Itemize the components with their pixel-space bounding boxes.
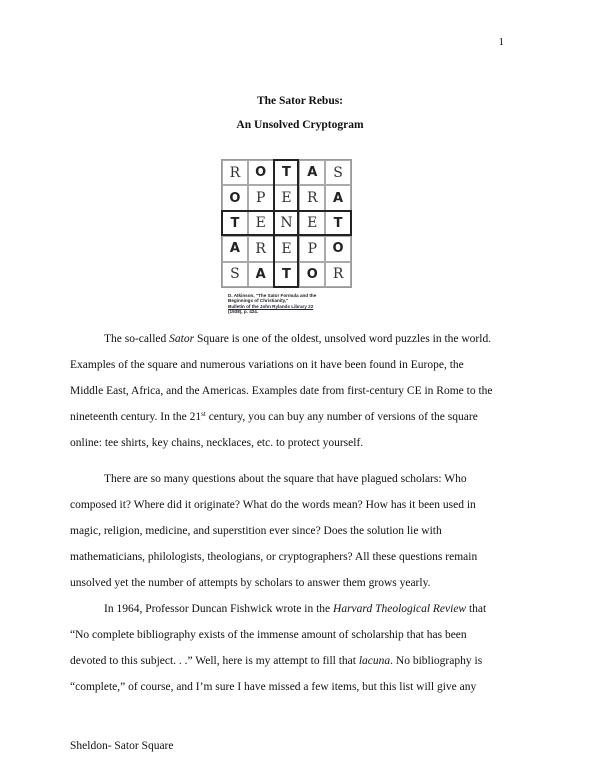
text-line: online: tee shirts, key chains, necklaces, etc. to protect yourself. — [70, 437, 364, 449]
square-cell: N — [274, 211, 300, 236]
text-line: magic, religion, medicine, and superstition ever since? Does the solution lie with — [70, 525, 442, 537]
text-run: Square is one of the oldest, unsolved word puzzles in the world. — [194, 333, 492, 345]
text-line: There are so many questions about the square that have plagued scholars: Who — [104, 473, 467, 485]
text-run: century, you can buy any number of versions of the square — [205, 411, 478, 423]
square-cell: O — [248, 160, 274, 185]
paragraph-2 — [70, 466, 530, 596]
square-cell: R — [299, 185, 325, 210]
text-line — [70, 648, 530, 674]
title-line-1: The Sator Rebus: — [256, 95, 344, 107]
square-cell: S — [222, 262, 248, 287]
caption-line: Bulletin of the John Rylands Library 22 — [228, 303, 314, 309]
square-cell: E — [274, 185, 300, 210]
text-line: unsolved yet the number of attempts by scholars to answer them grows yearly. — [70, 577, 431, 589]
square-cell: E — [274, 236, 300, 261]
page-number: 1 — [498, 36, 504, 48]
square-cell: E — [299, 211, 325, 236]
text-run: . No bibliography is — [390, 655, 483, 667]
square-cell: A — [222, 236, 248, 261]
sator-square-image — [221, 159, 352, 288]
square-cell: R — [248, 236, 274, 261]
square-cell: O — [325, 236, 351, 261]
page-footer: Sheldon- Sator Square — [70, 740, 174, 752]
superscript: st — [201, 410, 206, 418]
square-cell: A — [248, 262, 274, 287]
caption-line: (1938), p. 424. — [228, 309, 259, 315]
square-cell: P — [299, 236, 325, 261]
square-cell: T — [222, 211, 248, 236]
paragraph-3 — [70, 596, 530, 700]
text-line: composed it? Where did it originate? What do the words mean? How has it been used in — [70, 499, 476, 511]
title-line-2: An Unsolved Cryptogram — [236, 119, 364, 131]
text-run: In 1964, Professor Duncan Fishwick wrote in the — [104, 603, 334, 615]
text-run: devoted to this subject. . .” Well, here is my attempt to fill that — [70, 655, 359, 667]
text-line: mathematicians, philologists, theologians, or cryptographers? All these questions remain — [70, 551, 478, 563]
paragraph-1 — [70, 326, 530, 456]
text-line: “complete,” of course, and I’m sure I have missed a few items, but this list will give any — [70, 681, 477, 693]
square-cell: P — [248, 185, 274, 210]
square-cell: O — [222, 185, 248, 210]
square-cell: R — [325, 262, 351, 287]
square-cell: A — [299, 160, 325, 185]
text-run: The so-called — [104, 333, 170, 345]
text-run: nineteenth century. In the 21 — [70, 411, 202, 423]
square-cell: O — [299, 262, 325, 287]
square-cell: E — [248, 211, 274, 236]
caption-line: D. Atkinson, "The Sator Formula and the — [228, 293, 317, 298]
text-italic: Sator — [169, 333, 195, 345]
square-cell: T — [274, 160, 300, 185]
text-line: Middle East, Africa, and the Americas. Examples date from first-century CE in Rome to the — [70, 385, 493, 397]
text-italic: lacuna — [358, 655, 391, 667]
text-line — [70, 596, 530, 622]
square-cell: R — [222, 160, 248, 185]
text-run: that — [466, 603, 487, 615]
caption-line: Beginnings of Christianity," — [228, 298, 289, 304]
text-line — [70, 326, 530, 352]
square-cell: T — [325, 211, 351, 236]
image-caption — [228, 293, 316, 315]
square-cell: A — [325, 185, 351, 210]
text-line: “No complete bibliography exists of the immense amount of scholarship that has been — [70, 629, 467, 641]
text-line: Examples of the square and numerous variations on it have been found in Europe, the — [70, 359, 464, 371]
square-cell: S — [325, 160, 351, 185]
sator-square-grid — [221, 159, 352, 288]
text-italic: Harvard Theological Review — [333, 603, 467, 615]
text-line — [70, 404, 530, 430]
square-cell: T — [274, 262, 300, 287]
